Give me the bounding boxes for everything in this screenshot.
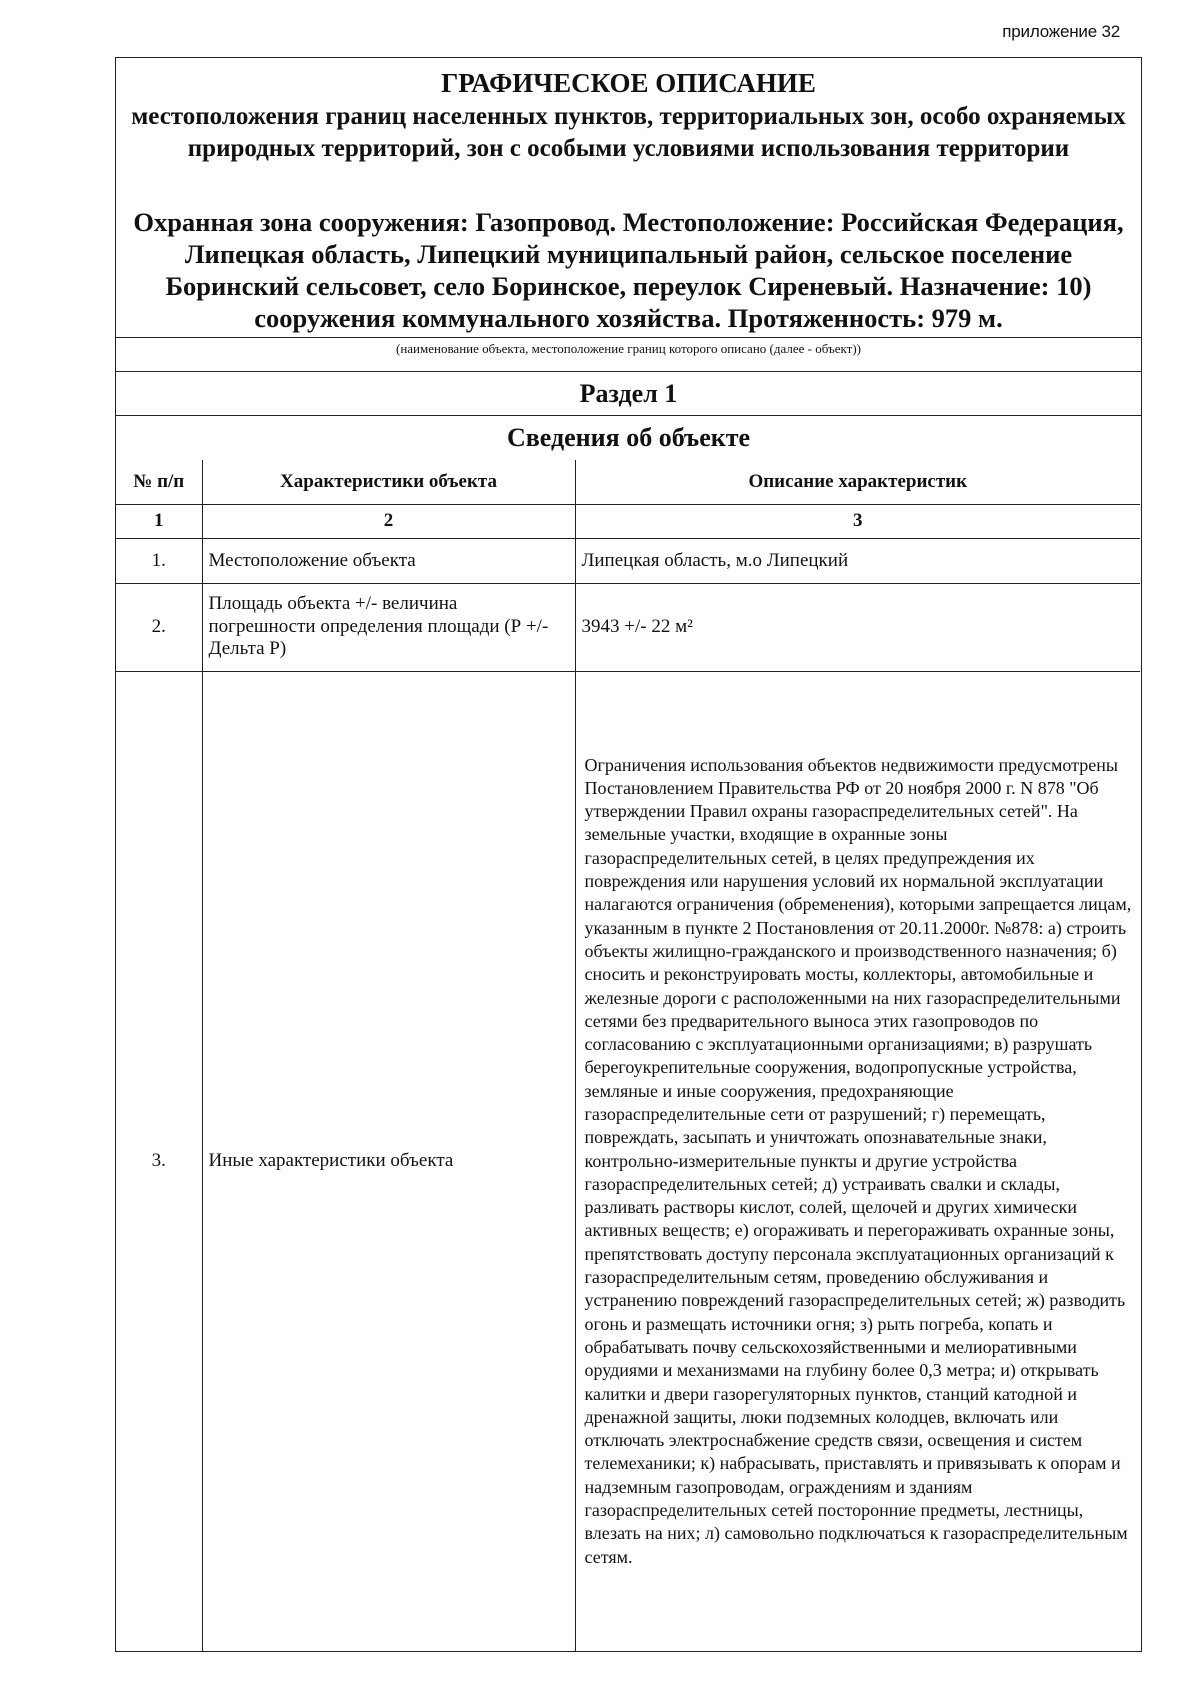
section-title: Раздел 1 [116, 371, 1141, 416]
caption-rule [116, 337, 1141, 338]
document-subtitle: местоположения границ населенных пунктов, территориальных зон, особо охраняемых природных территорий, зон с особыми условиями использования территории [131, 103, 1126, 162]
row-characteristic: Площадь объекта +/- величина погрешности определения площади (Р +/- Дельта Р) [202, 583, 575, 671]
col-number-3: 3 [575, 504, 1140, 538]
header-characteristic: Характеристики объекта [202, 460, 575, 504]
column-number-row [116, 504, 1140, 538]
row-num: 1. [116, 538, 202, 583]
row-characteristic: Иные характеристики объекта [202, 671, 575, 1651]
row-num: 3. [116, 671, 202, 1651]
col-number-1: 1 [116, 504, 202, 538]
table-header-row [116, 460, 1140, 504]
row-description: 3943 +/- 22 м² [575, 583, 1140, 671]
appendix-label: приложение 32 [1002, 22, 1120, 41]
document-frame [115, 57, 1142, 1652]
header-num: № п/п [116, 460, 202, 504]
object-name: Охранная зона сооружения: Газопровод. Местоположение: Российская Федерация, Липецкая область, Липецкий муниципальный район, сельское поселение Боринский сельсовет, село Боринское, переулок Сиреневый. Назначение: 10) сооружения коммунального хозяйства. Протяженность: 979 м. [133, 207, 1124, 333]
section-subtitle: Сведения об объекте [116, 415, 1141, 460]
table-row [116, 538, 1140, 583]
header-description: Описание характеристик [575, 460, 1140, 504]
col-number-2: 2 [202, 504, 575, 538]
document-title: ГРАФИЧЕСКОЕ ОПИСАНИЕ [441, 68, 816, 98]
object-table [116, 460, 1140, 1651]
row-description: Ограничения использования объектов недвижимости предусмотрены Постановлением Правительства РФ от 20 ноября 2000 г. N 878 "Об утверждении Правил охраны газораспределительных сетей". На земельные участки, входящие в охранные зоны газораспределительных сетей, в целях предупреждения их повреждения или нарушения условий их нормальной эксплуатации налагаются ограничения (обременения), которыми запрещается лицам, указанным в пункте 2 Постановления от 20.11.2000г. №878: а) строить объекты жилищно-гражданского и производственного назначения; б) сносить и реконструировать мосты, коллекторы, автомобильные и железные дороги с расположенными на них газораспределительными сетями без предварительного выноса этих газопроводов по согласованию с эксплуатационными организациями; в) разрушать берегоукрепительные сооружения, водопропускные устройства, земляные и иные сооружения, предохраняющие газораспределительные сети от разрушений; г) перемещать, повреждать, засыпать и уничтожать опознавательные знаки, контрольно-измерительные пункты и другие устройства газораспределительных сетей; д) устраивать свалки и склады, разливать растворы кислот, солей, щелочей и других химически активных веществ; е) огораживать и перегораживать охранные зоны, препятствовать доступу персонала эксплуатационных организаций к газораспределительным сетям, проведению обслуживания и устранению повреждений газораспределительных сетей; ж) разводить огонь и размещать источники огня; з) рыть погреба, копать и обрабатывать почву сельскохозяйственными и мелиоративными орудиями и механизмами на глубину более 0,3 метра; и) открывать калитки и двери газорегуляторных пунктов, станций катодной и дренажной защиты, люки подземных колодцев, включать или отключать электроснабжение средств связи, освещения и систем телемеханики; к) набрасывать, приставлять и привязывать к опорам и надземным газопроводам, ограждениям и зданиям газораспределительных сетей посторонние предметы, лестницы, влезать на них; л) самовольно подключаться к газораспределительным сетям. [575, 671, 1140, 1651]
object-caption: (наименование объекта, местоположение границ которого описано (далее - объект)) [396, 341, 861, 356]
table-row [116, 671, 1140, 1651]
row-description: Липецкая область, м.о Липецкий [575, 538, 1140, 583]
table-row [116, 583, 1140, 671]
row-num: 2. [116, 583, 202, 671]
row-characteristic: Местоположение объекта [202, 538, 575, 583]
